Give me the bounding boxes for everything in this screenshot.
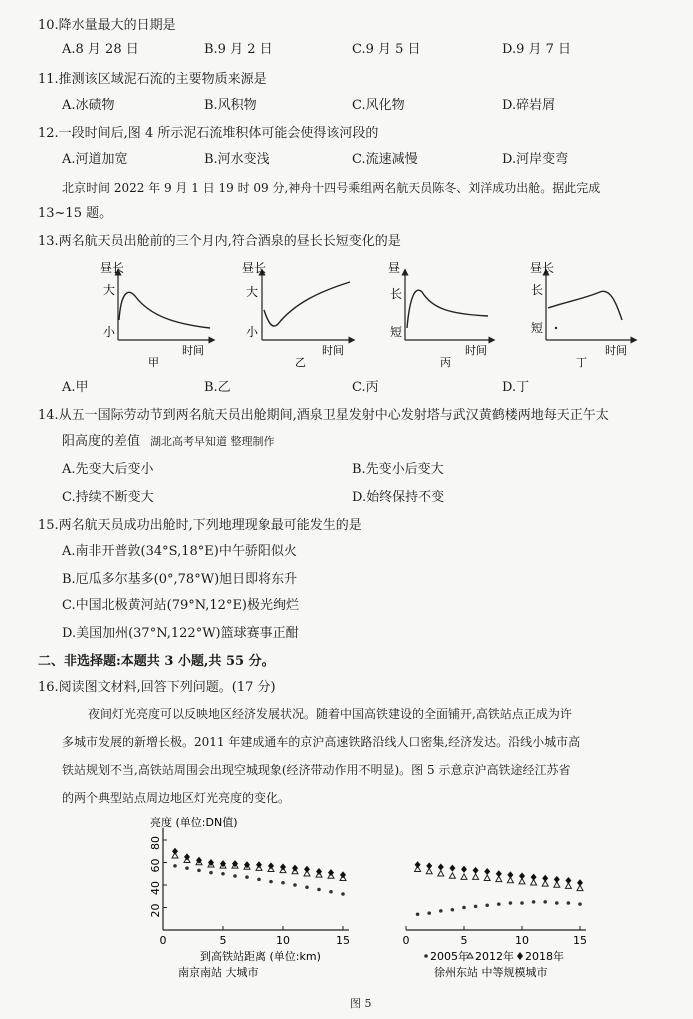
- nanjing-point-2018: [304, 866, 310, 873]
- q14-option-c: C.持续不断变大: [62, 490, 154, 505]
- panel-yi-high: 大: [246, 285, 259, 299]
- panel-bing-ylabel: 昼: [388, 261, 401, 275]
- panel-jia-low: 小: [103, 325, 116, 339]
- panel-ding-xlabel: 时间: [605, 344, 627, 357]
- nanjing-y-tick-label: 60: [149, 858, 162, 873]
- panel-bing-low: 短: [390, 325, 403, 339]
- xuzhou-point-2005: [520, 901, 524, 905]
- nanjing-point-2005: [233, 874, 237, 878]
- panel-jia-ylabel: 昼长: [100, 261, 125, 275]
- legend-label-2018: 2018年: [525, 950, 564, 963]
- xuzhou-point-2005: [567, 901, 571, 905]
- q14-option-a: A.先变大后变小: [62, 462, 154, 477]
- q14-stem-2: 阳高度的差值: [62, 434, 141, 449]
- legend-label-2012: 2012年: [475, 950, 514, 963]
- nanjing-point-2018: [316, 868, 322, 875]
- q16-paragraph-line-1: 夜间灯光亮度可以反映地区经济发展状况。随着中国高铁建设的全面铺开,高铁站点正成为许: [88, 707, 572, 721]
- xuzhou-point-2005: [497, 902, 501, 906]
- xuzhou-point-2012: [438, 871, 444, 876]
- xuzhou-point-2005: [532, 900, 536, 904]
- x-axis-title: 到高铁站距离 (单位:km): [200, 950, 321, 963]
- intro-line-1: 北京时间 2022 年 9 月 1 日 19 时 09 分,神舟十四号乘组两名航天员陈冬、刘洋成功出舱。据此完成: [62, 181, 601, 195]
- xuzhou-point-2018: [473, 867, 479, 874]
- q12-option-a: A.河道加宽: [62, 152, 128, 167]
- q10-option-a: A.8 月 28 日: [62, 42, 139, 57]
- q16-paragraph-line-3: 铁站规划不当,高铁站周围会出现空城现象(经济带动作用不明显)。图 5 示意京沪高铁途经江苏省: [62, 763, 571, 777]
- nanjing-point-2005: [185, 866, 189, 870]
- nanjing-point-2005: [293, 883, 297, 887]
- panel-jia-xlabel: 时间: [182, 344, 204, 357]
- nanjing-point-2018: [328, 869, 334, 876]
- xuzhou-point-2005: [474, 905, 478, 909]
- xuzhou-point-2018: [531, 874, 537, 881]
- panel-jia-curve: [119, 292, 210, 328]
- nanjing-point-2005: [305, 885, 309, 889]
- q12-stem: 12.一段时间后,图 4 所示泥石流堆积体可能会使得该河段的: [38, 126, 379, 141]
- nanjing-point-2005: [209, 871, 213, 875]
- q14-stem-1: 14.从五一国际劳动节到两名航天员出舱期间,酒泉卫星发射中心发射塔与武汉黄鹤楼两地每天正午太: [38, 408, 609, 423]
- chart-title-nanjing: 南京南站 大城市: [178, 966, 259, 979]
- nanjing-x-tick-label: 10: [276, 934, 290, 947]
- nanjing-point-2005: [341, 892, 345, 896]
- q13-option-b: B.乙: [204, 380, 231, 395]
- panel-bing: [388, 261, 492, 369]
- nanjing-point-2018: [292, 865, 298, 872]
- figure-5-brightness-charts: [0, 810, 693, 1000]
- xuzhou-point-2005: [485, 903, 489, 907]
- xuzhou-point-2018: [554, 876, 560, 883]
- panel-jia-name: 甲: [148, 356, 159, 369]
- q16-stem: 16.阅读图文材料,回答下列问题。(17 分): [38, 680, 276, 695]
- panel-yi-curve: [264, 282, 350, 326]
- q10-stem: 10.降水量最大的日期是: [38, 18, 176, 33]
- nanjing-point-2005: [257, 878, 261, 882]
- q11-option-c: C.风化物: [352, 98, 405, 113]
- q11-option-d: D.碎岩屑: [502, 98, 556, 113]
- section-2-heading: 二、非选择题:本题共 3 小题,共 55 分。: [38, 654, 275, 669]
- panel-ding-dot: [555, 327, 557, 329]
- intro-line-2: 13~15 题。: [38, 206, 113, 221]
- xuzhou-point-2018: [484, 868, 490, 875]
- q15-stem: 15.两名航天员成功出舱时,下列地理现象最可能发生的是: [38, 518, 362, 533]
- nanjing-point-2005: [245, 875, 249, 879]
- xuzhou-point-2005: [555, 901, 559, 905]
- panel-yi-ylabel: 昼长: [242, 261, 267, 275]
- nanjing-point-2018: [268, 862, 274, 869]
- q15-option-b: B.厄瓜多尔基多(0°,78°W)旭日即将东升: [62, 572, 298, 587]
- xuzhou-point-2018: [496, 870, 502, 877]
- nanjing-x-tick-label: 5: [219, 934, 227, 947]
- panel-ding-ylabel: 昼长: [530, 261, 555, 275]
- y-axis-title: 亮度 (单位:DN值): [150, 816, 238, 829]
- nanjing-x-tick-label: 0: [159, 934, 167, 947]
- q14-option-d: D.始终保持不变: [352, 490, 445, 505]
- panel-bing-xlabel: 时间: [465, 344, 487, 357]
- xuzhou-point-2005: [543, 900, 547, 904]
- legend-label-2005: 2005年: [430, 950, 469, 963]
- nanjing-point-2005: [173, 864, 177, 868]
- panel-ding: [530, 261, 634, 369]
- panel-yi: [242, 261, 352, 369]
- xuzhou-point-2012: [461, 874, 467, 879]
- q16-paragraph-line-4: 的两个典型站点周边地区灯光亮度的变化。: [62, 791, 291, 805]
- figure-caption: 图 5: [350, 997, 372, 1010]
- q16-paragraph-line-2: 多城市发展的新增长极。2011 年建成通车的京沪高速铁路沿线人口密集,经济发达。沿线小城市高: [62, 735, 581, 749]
- xuzhou-point-2018: [577, 879, 583, 886]
- panel-yi-name: 乙: [295, 356, 306, 369]
- nanjing-y-tick-label: 20: [149, 903, 162, 918]
- q12-option-c: C.流速减慢: [352, 152, 418, 167]
- xuzhou-point-2012: [473, 874, 479, 879]
- q13-option-c: C.丙: [352, 380, 379, 395]
- legend-marker-2018: [517, 952, 523, 960]
- nanjing-x-tick-label: 15: [336, 934, 350, 947]
- panel-yi-low: 小: [246, 325, 259, 339]
- nanjing-point-2005: [269, 880, 273, 884]
- xuzhou-point-2005: [439, 909, 443, 913]
- q13-option-d: D.丁: [502, 380, 530, 395]
- xuzhou-x-tick-label: 10: [515, 934, 529, 947]
- nanjing-point-2005: [281, 881, 285, 885]
- q13-daylength-figure: [0, 258, 693, 378]
- q11-option-a: A.冰碛物: [62, 98, 115, 113]
- xuzhou-point-2018: [426, 862, 432, 869]
- xuzhou-point-2012: [449, 873, 455, 878]
- nanjing-point-2018: [172, 848, 178, 855]
- xuzhou-point-2018: [461, 866, 467, 873]
- xuzhou-point-2018: [449, 865, 455, 872]
- panel-ding-low: 短: [531, 321, 544, 335]
- xuzhou-point-2005: [451, 908, 455, 912]
- panel-jia: [100, 261, 212, 369]
- xuzhou-x-tick-label: 0: [402, 934, 410, 947]
- legend-marker-2005: [424, 954, 428, 958]
- q15-option-d: D.美国加州(37°N,122°W)篮球赛事正酣: [62, 626, 299, 641]
- nanjing-point-2005: [221, 872, 225, 876]
- chart-title-xuzhou: 徐州东站 中等规模城市: [434, 966, 548, 979]
- nanjing-y-tick-label: 40: [149, 881, 162, 895]
- xuzhou-point-2018: [507, 871, 513, 878]
- xuzhou-point-2012: [484, 875, 490, 880]
- q10-option-d: D.9 月 7 日: [502, 42, 572, 57]
- q12-option-b: B.河水变浅: [204, 152, 270, 167]
- nanjing-point-2018: [184, 853, 190, 860]
- panel-ding-curve: [548, 291, 622, 320]
- q13-stem: 13.两名航天员出舱前的三个月内,符合酒泉的昼长长短变化的是: [38, 234, 401, 249]
- xuzhou-point-2018: [519, 873, 525, 880]
- watermark-text: 湖北高考早知道 整理制作: [150, 435, 275, 448]
- nanjing-point-2005: [197, 869, 201, 873]
- q11-option-b: B.风积物: [204, 98, 257, 113]
- xuzhou-point-2018: [415, 861, 421, 868]
- q10-option-b: B.9 月 2 日: [204, 42, 273, 57]
- panel-bing-name: 丙: [440, 356, 451, 369]
- xuzhou-point-2005: [509, 901, 513, 905]
- xuzhou-point-2005: [462, 906, 466, 910]
- panel-ding-high: 长: [531, 283, 544, 297]
- nanjing-point-2018: [340, 871, 346, 878]
- xuzhou-point-2018: [565, 877, 571, 884]
- panel-jia-high: 大: [103, 283, 116, 297]
- xuzhou-x-tick-label: 5: [460, 934, 468, 947]
- nanjing-point-2005: [329, 890, 333, 894]
- panel-bing-high: 长: [390, 287, 403, 301]
- nanjing-point-2005: [317, 888, 321, 892]
- q13-option-a: A.甲: [62, 380, 89, 395]
- xuzhou-point-2005: [416, 912, 420, 916]
- xuzhou-x-tick-label: 15: [573, 934, 587, 947]
- nanjing-point-2018: [256, 861, 262, 868]
- q15-option-a: A.南非开普敦(34°S,18°E)中午骄阳似火: [62, 544, 297, 559]
- q14-option-b: B.先变小后变大: [352, 462, 444, 477]
- panel-ding-name: 丁: [576, 356, 587, 369]
- q11-stem: 11.推测该区域泥石流的主要物质来源是: [38, 72, 267, 87]
- panel-bing-curve: [407, 290, 488, 328]
- q10-option-c: C.9 月 5 日: [352, 42, 421, 57]
- xuzhou-point-2005: [427, 911, 431, 915]
- xuzhou-point-2018: [438, 864, 444, 871]
- nanjing-y-tick-label: 80: [149, 836, 162, 850]
- nanjing-point-2018: [280, 864, 286, 871]
- q12-option-d: D.河岸变弯: [502, 152, 569, 167]
- q15-option-c: C.中国北极黄河站(79°N,12°E)极光绚烂: [62, 598, 300, 613]
- xuzhou-point-2018: [542, 875, 548, 882]
- panel-yi-xlabel: 时间: [322, 344, 344, 357]
- xuzhou-point-2005: [578, 902, 582, 906]
